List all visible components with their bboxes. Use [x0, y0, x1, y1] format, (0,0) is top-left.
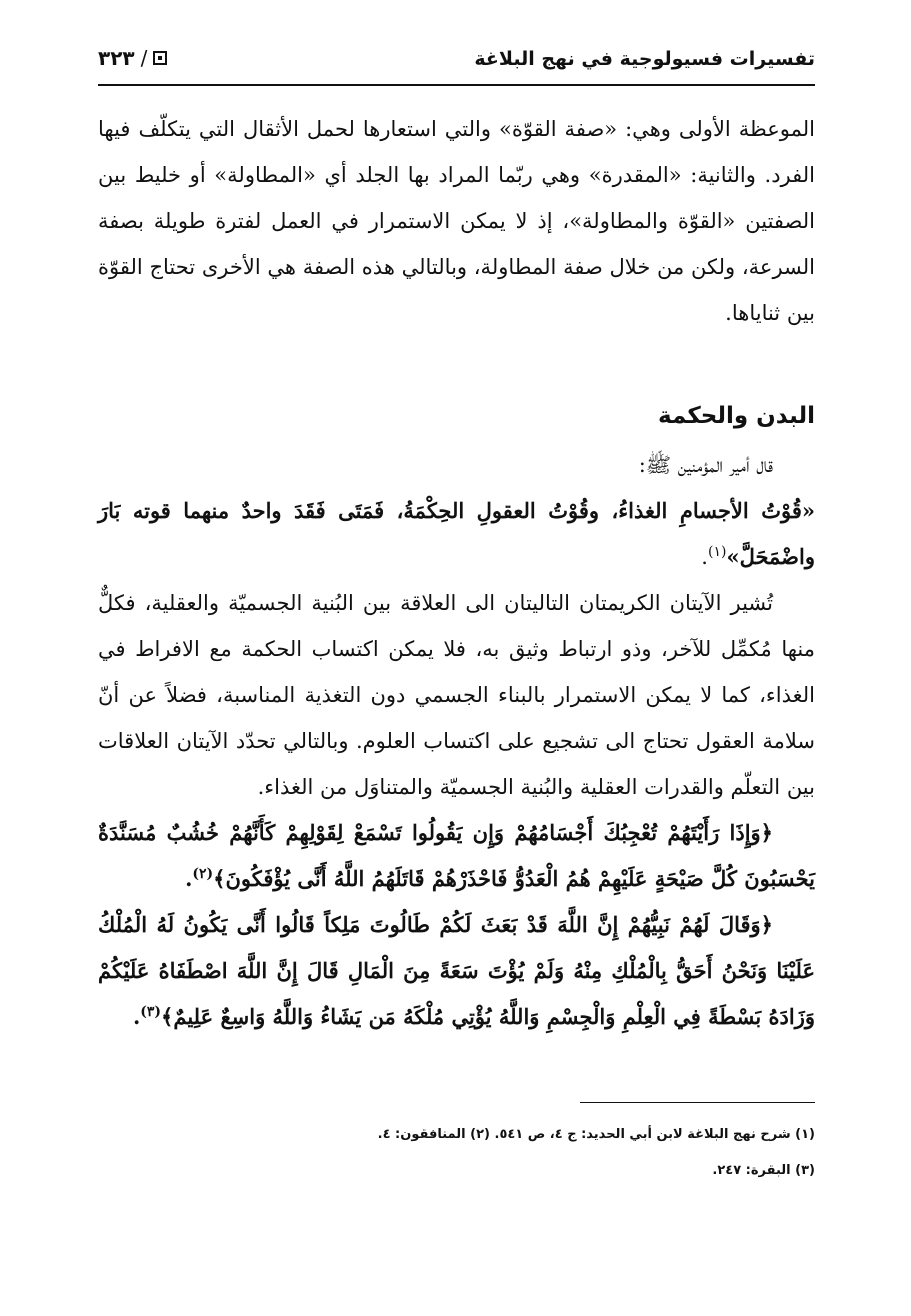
page-header	[98, 40, 815, 86]
square-ornament-icon	[153, 51, 167, 65]
paragraph-strength: الموعظة الأولى وهي: «صفة القوّة» والتي استعارها لحمل الأثقال التي يتكلّف فيها الفرد. والثانية: «المقدرة» وهي ربّما المراد بها الجلد أي «المطاولة» أو خليط بين الصفتين «القوّة والمطاولة»، إذ لا يمكن الاستمرار في العمل لفترة طويلة بصفة السرعة، ولكن من خلال صفة المطاولة، وبالتالي هذه الصفة هي الأخرى تحتاج القوّة بين ثناياها.	[98, 117, 815, 325]
end-mark: .	[701, 545, 708, 569]
section-heading: البدن والحكمة	[658, 403, 815, 429]
page-number-separator: /	[140, 46, 148, 70]
quote-intro: قال أمير المؤمنين ﷺ:	[638, 453, 773, 477]
running-title: تفسيرات فسيولوجية في نهج البلاغة	[474, 48, 815, 70]
footnote-ref-1: (١)	[707, 544, 727, 560]
hadith-quote-text: «قُوْتُ الأجسامِ الغذاءُ، وقُوْتُ العقولِ الحِكْمَةُ، فَمَتَى فَقَدَ واحدٌ منهما قوته بَارَ واضْمَحَلَّ»	[98, 498, 815, 569]
footnote-line-2: (٣) البقرة: ٢٤٧.	[712, 1163, 815, 1178]
page-number-block	[98, 46, 167, 70]
paragraph-body-mind: تُشير الآيتان الكريمتان التاليتان الى العلاقة بين البُنية الجسميّة والعقلية، فكلٌّ منها مُكمِّل للآخر، وذو ارتباط وثيق به، فلا يمكن اكتساب الحكمة مع الافراط في الغذاء، كما لا يمكن الاستمرار بالبناء الجسمي دون التغذية المناسبة، فضلاً عن أنّ سلامة العقول تحتاج الى تشجيع على اكتساب العلوم. وبالتالي تحدّد الآيتان العلاقات بين التعلّم والقدرات العقلية والبُنية الجسميّة والمتناوَل من الغذاء.	[98, 591, 815, 799]
page-number: ٣٢٣	[98, 46, 135, 70]
footnote-ref-3: (٣)	[140, 1004, 162, 1020]
quran-verse-2	[98, 902, 815, 1040]
quran-verse-1	[98, 810, 815, 902]
quran-verse-2-text: ﴿وَقَالَ لَهُمْ نَبِيُّهُمْ إِنَّ اللَّهَ قَدْ بَعَثَ لَكُمْ طَالُوتَ مَلِكاً قَالُوا أَنَّى يَكُونُ لَهُ الْمُلْكُ عَلَيْنَا وَنَحْنُ أَحَقُّ بِالْمُلْكِ مِنْهُ وَلَمْ يُؤْتَ سَعَةً مِنَ الْمَالِ قَالَ إِنَّ اللَّهَ اصْطَفَاهُ عَلَيْكُمْ وَزَادَهُ بَسْطَةً فِي الْعِلْمِ وَالْجِسْمِ وَاللَّهُ يُؤْتِي مُلْكَهُ مَن يَشَاءُ وَاللَّهُ وَاسِعٌ عَلِيمٌ﴾	[98, 912, 815, 1029]
book-page	[98, 40, 815, 1189]
footnote-divider	[580, 1102, 815, 1103]
footnote-line-1: (١) شرح نهج البلاغة لابن أبي الحديد: ج ٤، ص ٥٤١. (٢) المنافقون: ٤.	[377, 1127, 815, 1142]
hadith-quote	[98, 488, 815, 580]
end-mark: .	[185, 866, 193, 891]
end-mark: .	[132, 1004, 141, 1029]
quran-verse-1-text: ﴿وَإِذَا رَأَيْتَهُمْ تُعْجِبُكَ أَجْسَامُهُمْ وَإِن يَقُولُوا تَسْمَعْ لِقَوْلِهِمْ كَأَنَّهُمْ خُشُبٌ مُسَنَّدَةٌ يَحْسَبُونَ كُلَّ صَيْحَةٍ عَلَيْهِمْ هُمُ الْعَدُوُّ فَاحْذَرْهُمْ قَاتَلَهُمُ اللَّهُ أَنَّى يُؤْفَكُونَ﴾	[98, 820, 815, 891]
footnote-ref-2: (٢)	[192, 866, 214, 882]
